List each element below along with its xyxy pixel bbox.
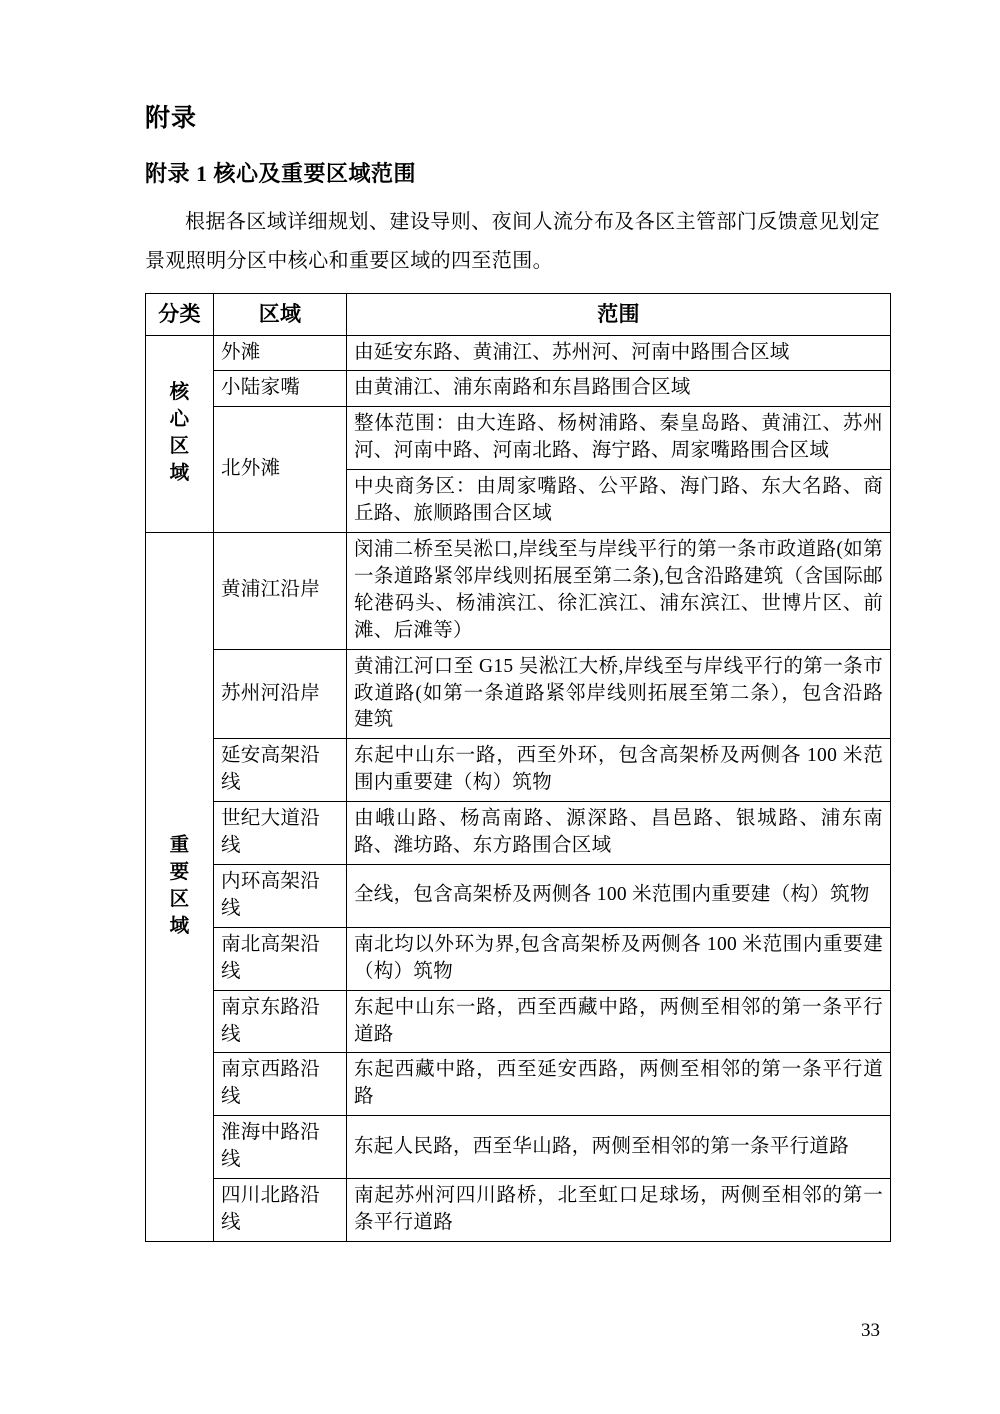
- area-name: 南京西路沿线: [214, 1053, 347, 1116]
- category-char: 域: [169, 462, 190, 484]
- table-header-row: [146, 293, 891, 335]
- area-name: 内环高架沿线: [214, 864, 347, 927]
- area-range: 黄浦江河口至 G15 吴淞江大桥,岸线至与岸线平行的第一条市政道路(如第一条道路紧邻岸线则拓展至第二条），包含沿路建筑: [347, 649, 891, 739]
- category-char: 心: [169, 408, 190, 430]
- area-range: 南起苏州河四川路桥，北至虹口足球场，两侧至相邻的第一条平行道路: [347, 1179, 891, 1242]
- area-range: 闵浦二桥至吴淞口,岸线至与岸线平行的第一条市政道路(如第一条道路紧邻岸线则拓展至第二条),包含沿路建筑（含国际邮轮港码头、杨浦滨江、徐汇滨江、浦东滨江、世博片区、前滩、后滩等）: [347, 533, 891, 650]
- area-name: 黄浦江沿岸: [214, 533, 347, 650]
- area-range: 由峨山路、杨高南路、源深路、昌邑路、银城路、浦东南路、潍坊路、东方路围合区域: [347, 802, 891, 865]
- category-char: 核: [169, 381, 190, 403]
- header-area: 区域: [214, 293, 347, 335]
- area-name: 苏州河沿岸: [214, 649, 347, 739]
- header-range: 范围: [347, 293, 891, 335]
- page-number: 33: [861, 1320, 880, 1341]
- table-row: [146, 371, 891, 407]
- category-important: [146, 533, 214, 1242]
- area-name: 北外滩: [214, 407, 347, 533]
- category-core: [146, 335, 214, 532]
- table-row: [146, 864, 891, 927]
- page-title: 附录: [145, 105, 198, 132]
- section-title: 附录 1 核心及重要区域范围: [145, 161, 417, 186]
- category-char: 区: [169, 435, 190, 457]
- category-char: 要: [169, 862, 190, 884]
- area-name: 延安高架沿线: [214, 739, 347, 802]
- area-name: 南京东路沿线: [214, 990, 347, 1053]
- area-range: 南北均以外环为界,包含高架桥及两侧各 100 米范围内重要建（构）筑物: [347, 927, 891, 990]
- area-name: 小陆家嘴: [214, 371, 347, 407]
- area-name: 外滩: [214, 335, 347, 371]
- header-category: 分类: [146, 293, 214, 335]
- region-range-table: [145, 293, 891, 1242]
- table-row: [146, 990, 891, 1053]
- table-row: [146, 1179, 891, 1242]
- table-row: [146, 1053, 891, 1116]
- table-row: [146, 927, 891, 990]
- table-row: [146, 1116, 891, 1179]
- area-range: 东起人民路，西至华山路，两侧至相邻的第一条平行道路: [347, 1116, 891, 1179]
- area-range: 由延安东路、黄浦江、苏州河、河南中路围合区域: [347, 335, 891, 371]
- table-row: [146, 739, 891, 802]
- table-row: [146, 407, 891, 470]
- category-char: 重: [169, 835, 190, 857]
- category-char: 区: [169, 888, 190, 910]
- area-name: 淮海中路沿线: [214, 1116, 347, 1179]
- area-name: 南北高架沿线: [214, 927, 347, 990]
- area-range: 整体范围：由大连路、杨树浦路、秦皇岛路、黄浦江、苏州河、河南中路、河南北路、海宁路、周家嘴路围合区域: [347, 407, 891, 470]
- area-range: 中央商务区：由周家嘴路、公平路、海门路、东大名路、商丘路、旅顺路围合区域: [347, 470, 891, 533]
- area-range: 由黄浦江、浦东南路和东昌路围合区域: [347, 371, 891, 407]
- area-range: 全线，包含高架桥及两侧各 100 米范围内重要建（构）筑物: [347, 864, 891, 927]
- table-row: [146, 649, 891, 739]
- table-row: [146, 335, 891, 371]
- area-name: 四川北路沿线: [214, 1179, 347, 1242]
- table-row: [146, 802, 891, 865]
- area-range: 东起中山东一路，西至西藏中路，两侧至相邻的第一条平行道路: [347, 990, 891, 1053]
- area-range: 东起中山东一路，西至外环，包含高架桥及两侧各 100 米范围内重要建（构）筑物: [347, 739, 891, 802]
- intro-paragraph: 根据各区域详细规划、建设导则、夜间人流分布及各区主管部门反馈意见划定景观照明分区中核心和重要区域的四至范围。: [145, 210, 880, 272]
- area-range: 东起西藏中路，西至延安西路，两侧至相邻的第一条平行道路: [347, 1053, 891, 1116]
- category-char: 域: [169, 915, 190, 937]
- area-name: 世纪大道沿线: [214, 802, 347, 865]
- table-row: [146, 533, 891, 650]
